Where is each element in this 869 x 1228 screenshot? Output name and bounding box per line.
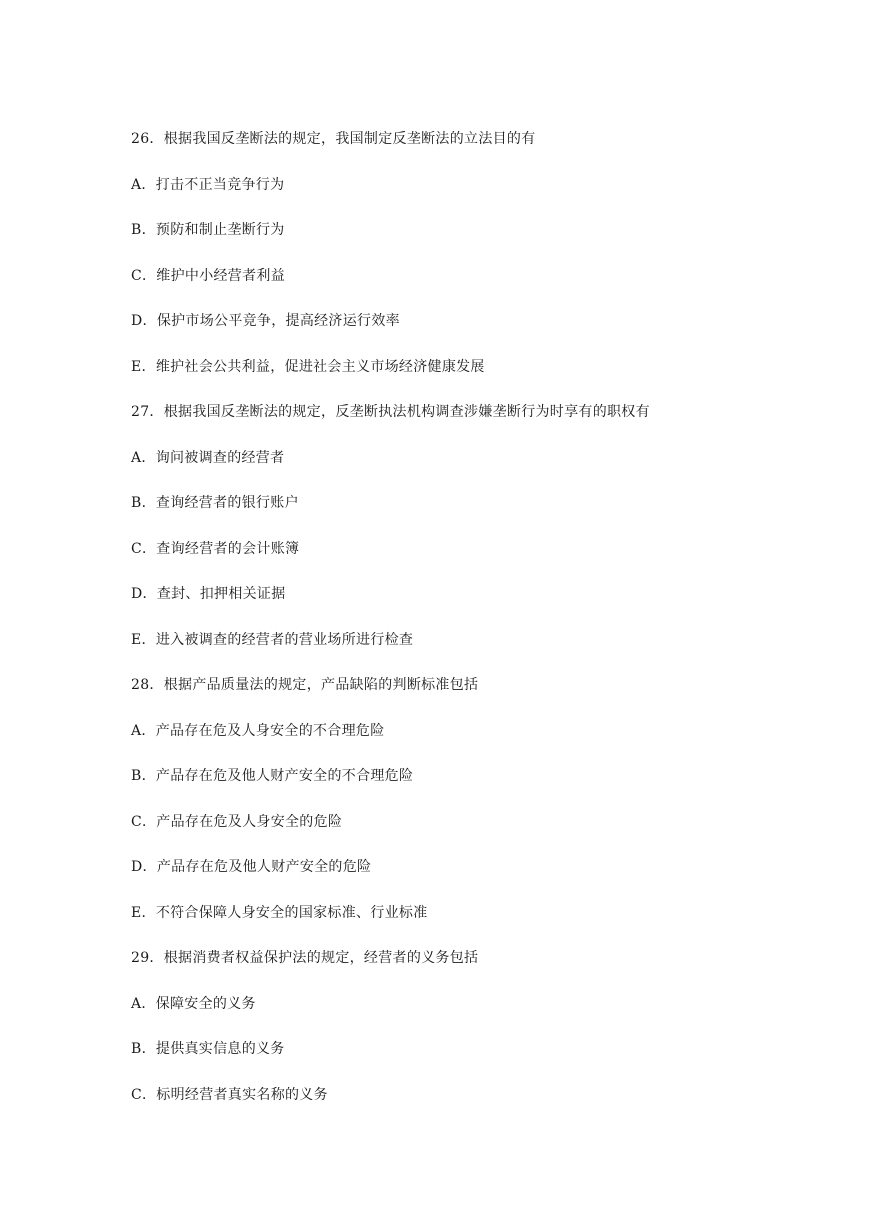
option-d: D．保护市场公平竞争，提高经济运行效率 (131, 313, 400, 329)
question-stem: 27．根据我国反垄断法的规定，反垄断执法机构调查涉嫌垄断行为时享有的职权有 (131, 404, 650, 420)
option-a: A．询问被调查的经营者 (131, 449, 285, 466)
option-e: E．进入被调查的经营者的营业场所进行检查 (131, 631, 414, 648)
question-29 (131, 945, 821, 1127)
option-d: D．产品存在危及他人财产安全的危险 (131, 859, 372, 875)
question-stem: 26．根据我国反垄断法的规定，我国制定反垄断法的立法目的有 (131, 131, 536, 147)
question-26 (131, 126, 821, 399)
question-27 (131, 399, 821, 672)
question-stem: 28．根据产品质量法的规定，产品缺陷的判断标准包括 (131, 677, 479, 693)
option-a: A．产品存在危及人身安全的不合理危险 (131, 722, 385, 739)
option-b: B．产品存在危及他人财产安全的不合理危险 (131, 768, 414, 784)
option-e: E．不符合保障人身安全的国家标准、行业标准 (131, 904, 428, 921)
option-c: C．产品存在危及人身安全的危险 (131, 813, 343, 830)
option-b: B．提供真实信息的义务 (131, 1041, 285, 1057)
option-c: C．维护中小经营者利益 (131, 267, 286, 284)
option-a: A．保障安全的义务 (131, 995, 256, 1012)
option-e: E．维护社会公共利益，促进社会主义市场经济健康发展 (131, 358, 485, 375)
question-stem: 29．根据消费者权益保护法的规定，经营者的义务包括 (131, 950, 479, 966)
document-page (131, 126, 821, 1127)
option-b: B．查询经营者的银行账户 (131, 495, 299, 511)
option-a: A．打击不正当竞争行为 (131, 176, 285, 193)
option-d: D．查封、扣押相关证据 (131, 586, 286, 602)
option-c: C．标明经营者真实名称的义务 (131, 1086, 328, 1103)
question-28 (131, 672, 821, 945)
option-b: B．预防和制止垄断行为 (131, 222, 285, 238)
option-c: C．查询经营者的会计账簿 (131, 540, 300, 557)
